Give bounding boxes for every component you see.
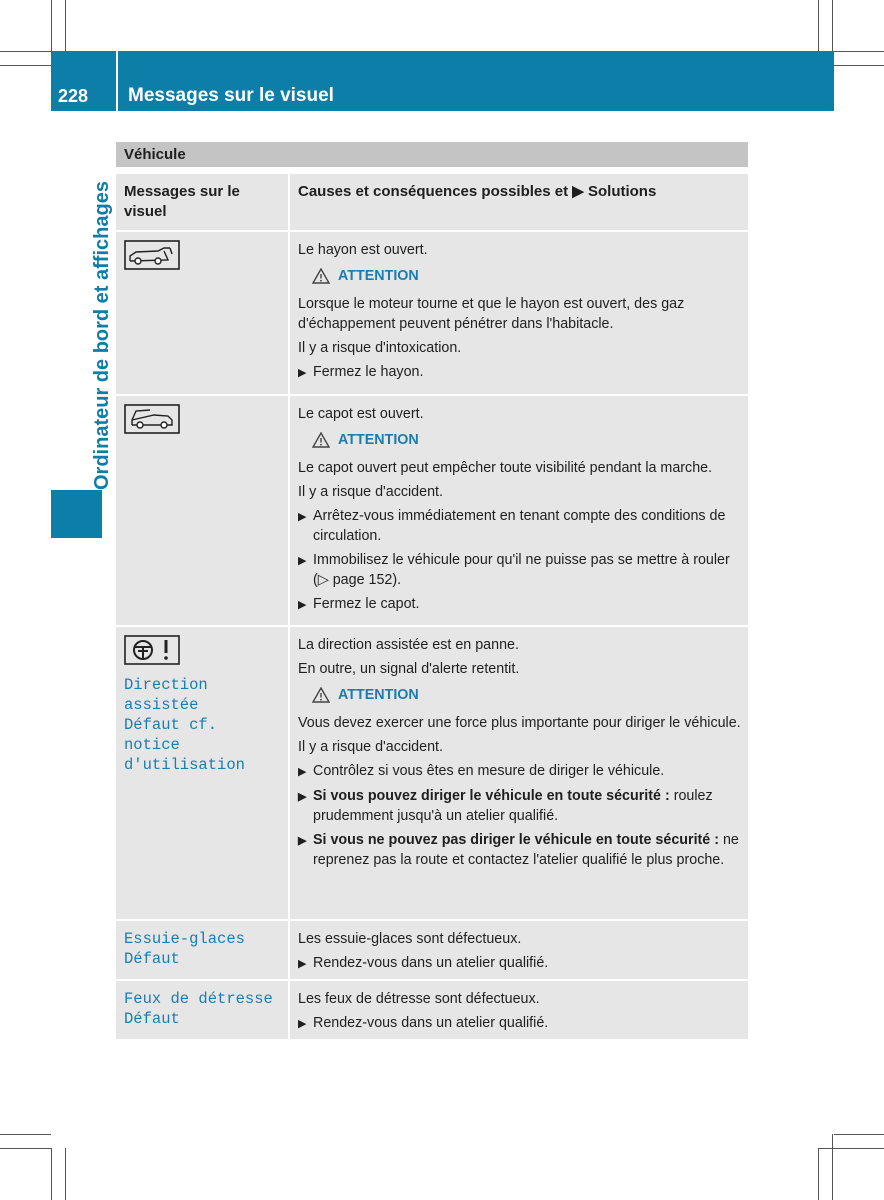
solution-step — [298, 594, 742, 615]
attention-label — [312, 685, 742, 705]
message-cell — [116, 921, 288, 979]
arrow-icon: ▶ — [298, 766, 307, 778]
attention-text: ATTENTION — [338, 268, 419, 284]
solution-text: Arrêtez-vous immédiatement en tenant compte des conditions de circulation. — [313, 508, 726, 544]
warning-triangle-icon — [312, 687, 330, 703]
attention-label — [312, 266, 742, 286]
solution-text: Rendez-vous dans un atelier qualifié. — [313, 1015, 549, 1031]
table-row — [116, 396, 748, 625]
cause-text: En outre, un signal d'alerte retentit. — [298, 661, 520, 677]
solution-text: Immobilisez le véhicule pour qu'il ne puisse pas se mettre à rouler (▷ page 152). — [313, 552, 730, 588]
cause-text: Les feux de détresse sont défectueux. — [298, 991, 540, 1007]
table-row — [116, 921, 748, 979]
solution-step — [298, 953, 742, 974]
table-row — [116, 232, 748, 394]
display-message: Essuie-glaces Défaut — [124, 930, 245, 968]
cause-cell — [290, 396, 748, 625]
warning-text: Le capot ouvert peut empêcher toute visibilité pendant la marche. — [298, 460, 713, 476]
solution-text: Fermez le hayon. — [313, 364, 424, 380]
cause-cell — [290, 232, 748, 394]
section-header: Véhicule — [116, 142, 748, 167]
solution-step — [298, 550, 742, 590]
message-cell — [116, 981, 288, 1039]
arrow-icon: ▶ — [298, 1018, 307, 1030]
cause-text: Le capot est ouvert. — [298, 406, 424, 422]
solution-action: roulez prudemment jusqu'à un atelier qualifié. — [313, 788, 713, 824]
solution-step — [298, 1013, 742, 1034]
crop-mark — [51, 1148, 52, 1200]
cause-text: La direction assistée est en panne. — [298, 637, 519, 653]
solution-text — [313, 786, 742, 826]
tailgate-open-icon — [124, 240, 180, 270]
table-row — [116, 981, 748, 1039]
message-cell — [116, 396, 288, 625]
cause-cell — [290, 921, 748, 979]
column-header-messages: Messages sur le visuel — [116, 174, 288, 230]
solution-text — [313, 830, 742, 870]
crop-mark — [0, 51, 51, 52]
warning-triangle-icon — [312, 268, 330, 284]
solution-text: Rendez-vous dans un atelier qualifié. — [313, 955, 549, 971]
solution-step — [298, 786, 742, 826]
solution-action: ne reprenez pas la route et contactez l'atelier qualifié le plus proche. — [313, 832, 739, 868]
warning-triangle-icon — [312, 432, 330, 448]
attention-text: ATTENTION — [338, 432, 419, 448]
solution-condition: Si vous pouvez diriger le véhicule en toute sécurité : — [313, 788, 670, 804]
arrow-icon: ▶ — [298, 555, 307, 567]
crop-mark — [834, 1134, 884, 1135]
risk-text: Il y a risque d'intoxication. — [298, 340, 462, 356]
cause-text: Les essuie-glaces sont défectueux. — [298, 931, 522, 947]
crop-mark — [65, 1148, 66, 1200]
crop-mark — [834, 51, 884, 52]
page-title: Messages sur le visuel — [128, 85, 334, 106]
crop-mark — [818, 0, 819, 51]
header-separator — [116, 51, 118, 111]
hood-open-icon — [124, 404, 180, 434]
arrow-icon: ▶ — [298, 599, 307, 611]
attention-text: ATTENTION — [338, 687, 419, 703]
crop-mark — [832, 1134, 833, 1200]
solution-step — [298, 506, 742, 546]
crop-mark — [51, 0, 52, 51]
solution-step — [298, 761, 742, 782]
crop-mark — [818, 1148, 884, 1149]
warning-text: Vous devez exercer une force plus importante pour diriger le véhicule. — [298, 715, 741, 731]
crop-mark — [818, 1148, 819, 1200]
warning-text: Lorsque le moteur tourne et que le hayon est ouvert, des gaz d'échappement peuvent pénétrer dans l'habitacle. — [298, 296, 685, 332]
solution-text: Fermez le capot. — [313, 596, 420, 612]
risk-text: Il y a risque d'accident. — [298, 484, 443, 500]
arrow-icon: ▶ — [298, 835, 307, 847]
arrow-icon: ▶ — [298, 511, 307, 523]
solution-condition: Si vous ne pouvez pas diriger le véhicule en toute sécurité : — [313, 832, 719, 848]
solution-step — [298, 362, 742, 383]
chapter-tab — [51, 490, 102, 538]
solution-text: Contrôlez si vous êtes en mesure de diriger le véhicule. — [313, 763, 665, 779]
crop-mark — [832, 0, 833, 51]
message-cell — [116, 232, 288, 394]
arrow-icon: ▶ — [298, 791, 307, 803]
crop-mark — [65, 0, 66, 51]
cause-cell — [290, 627, 748, 919]
display-message: Feux de détresse Défaut — [124, 990, 273, 1028]
message-cell — [116, 627, 288, 919]
crop-mark — [0, 1148, 51, 1149]
crop-mark — [0, 1134, 51, 1135]
risk-text: Il y a risque d'accident. — [298, 739, 443, 755]
column-header-causes: Causes et conséquences possibles et ▶ Solutions — [290, 174, 748, 230]
crop-mark — [0, 65, 51, 66]
chapter-title: Ordinateur de bord et affichages — [91, 181, 113, 490]
table-row — [116, 627, 748, 919]
arrow-icon: ▶ — [298, 958, 307, 970]
crop-mark — [834, 65, 884, 66]
cause-cell — [290, 981, 748, 1039]
steering-wheel-warning-icon — [124, 635, 180, 665]
messages-table — [116, 142, 748, 1041]
arrow-icon: ▶ — [298, 367, 307, 379]
table-header-row — [116, 174, 748, 230]
cause-text: Le hayon est ouvert. — [298, 242, 428, 258]
solution-step — [298, 830, 742, 870]
attention-label — [312, 430, 742, 450]
page-number: 228 — [58, 86, 89, 106]
display-message: Direction assistée Défaut cf. notice d'utilisation — [124, 676, 245, 774]
